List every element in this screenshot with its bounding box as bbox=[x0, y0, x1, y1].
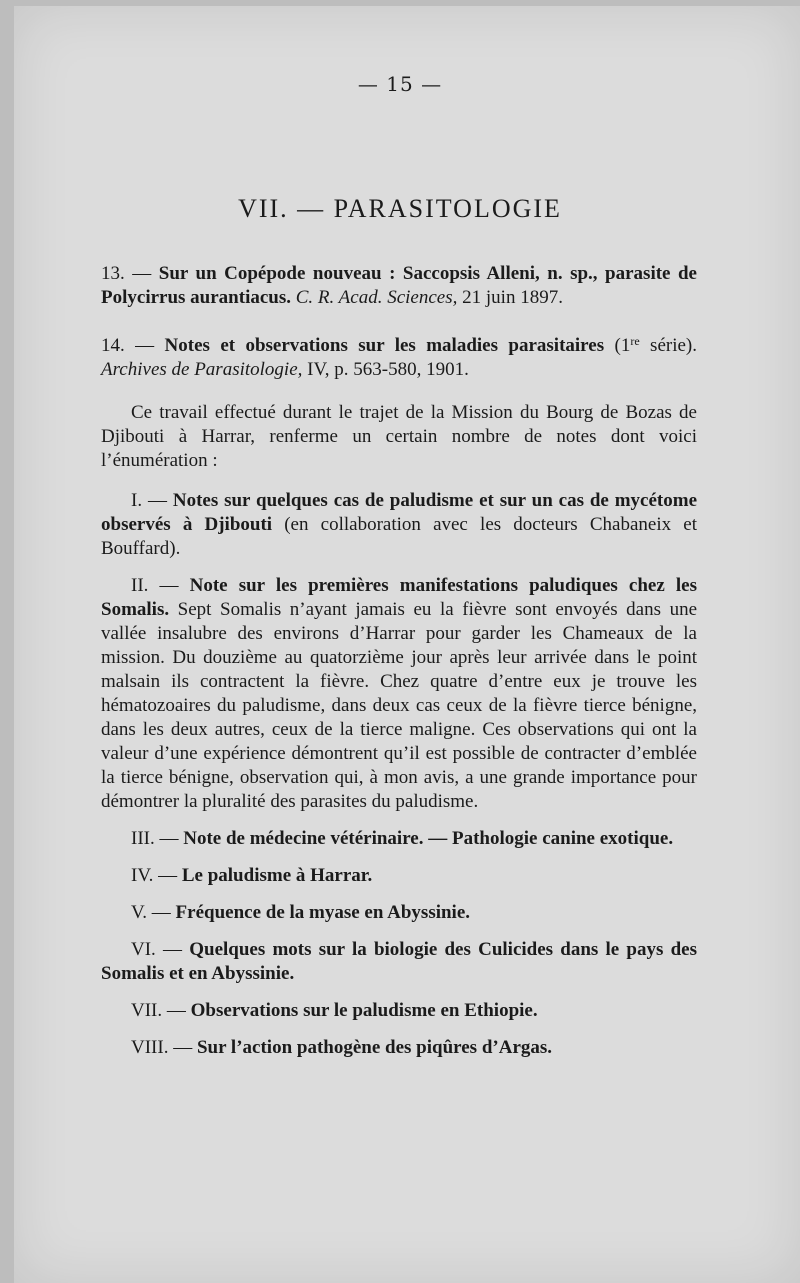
entry-journal: Archives de Parasitologie, bbox=[101, 359, 303, 380]
item-number: VIII. — bbox=[131, 1037, 197, 1058]
item-text: (en collaboration avec les docteurs Chabaneix et Bouffard). bbox=[101, 514, 697, 559]
entry-series-sup: re bbox=[630, 334, 640, 348]
entry-journal: C. R. Acad. Sciences, bbox=[295, 287, 458, 308]
page-body bbox=[101, 262, 697, 1073]
entry-title: Notes et observations sur les maladies parasitaires bbox=[164, 335, 605, 356]
page-number: — 15 — bbox=[357, 72, 443, 96]
intro-paragraph: Ce travail effectué durant le trajet de la Mission du Bourg de Bozas de Djibouti à Harrar, renferme un certain nombre de notes dont voici l’énumération : bbox=[101, 402, 697, 471]
section-title: VII. — PARASITOLOGIE bbox=[238, 194, 562, 223]
item-title: Fréquence de la myase en Abyssinie. bbox=[175, 902, 471, 923]
entry-series-close: série). bbox=[639, 335, 697, 356]
item-title: Note de médecine vétérinaire. — Pathologie canine exotique. bbox=[183, 828, 674, 849]
list-item bbox=[101, 827, 697, 851]
entry-details: 21 juin 1897. bbox=[457, 287, 563, 308]
item-number: IV. — bbox=[131, 865, 182, 886]
item-title: Notes sur quelques cas de paludisme et sur un cas de mycétome observés à Djibouti bbox=[101, 490, 698, 535]
entry-number: 13. bbox=[101, 263, 125, 284]
entry-dash: — bbox=[124, 263, 159, 284]
list-item bbox=[101, 999, 697, 1023]
entry-details: IV, p. 563-580, 1901. bbox=[302, 359, 469, 380]
item-title: Le paludisme à Harrar. bbox=[181, 865, 373, 886]
entry-title: Sur un Copépode nouveau : Saccopsis Alleni, n. sp., parasite de Polycirrus aurantiacus. bbox=[101, 263, 697, 308]
list-item bbox=[101, 938, 697, 986]
list-item bbox=[101, 574, 697, 814]
item-number: VI. — bbox=[131, 939, 190, 960]
item-number: VII. — bbox=[131, 1000, 191, 1021]
item-number: III. — bbox=[131, 828, 184, 849]
list-item bbox=[101, 489, 697, 561]
item-title: Quelques mots sur la biologie des Culicides dans le pays des Somalis et en Abyssinie. bbox=[101, 939, 697, 984]
entry-13 bbox=[101, 262, 697, 310]
list-item bbox=[101, 901, 697, 925]
entry-14 bbox=[101, 329, 697, 382]
item-number: II. — bbox=[131, 575, 190, 596]
entry-number: 14. bbox=[101, 335, 125, 356]
list-item bbox=[101, 1036, 697, 1060]
item-title: Sur l’action pathogène des piqûres d’Argas. bbox=[196, 1037, 553, 1058]
item-number: V. — bbox=[131, 902, 176, 923]
item-number: I. — bbox=[131, 490, 173, 511]
entry-series-open: (1 bbox=[604, 335, 631, 356]
list-item bbox=[101, 864, 697, 888]
entry-dash: — bbox=[124, 335, 165, 356]
item-text: Sept Somalis n’ayant jamais eu la fièvre sont envoyés dans une vallée insalubre des environs d’Harrar pour garder les Chameaux de la mission. Du douzième au quatorzième jour après leur arrivée dans le point malsain ils contractent la fièvre. Chez quatre d’entre eux je trouve les hématozoaires du paludisme, dans deux cas ceux de la fièvre tierce bénigne, dans les deux autres, ceux de la tierce maligne. Ces observations qui ont la valeur d’une expérience démontrent qu’il est possible de contracter d’emblée la tierce bénigne, observation qui, à mon avis, a une grande importance pour démontrer la pluralité des parasites du paludisme. bbox=[101, 599, 697, 812]
item-title: Note sur les premières manifestations paludiques chez les Somalis. bbox=[101, 575, 697, 620]
item-title: Observations sur le paludisme en Ethiopie. bbox=[190, 1000, 538, 1021]
